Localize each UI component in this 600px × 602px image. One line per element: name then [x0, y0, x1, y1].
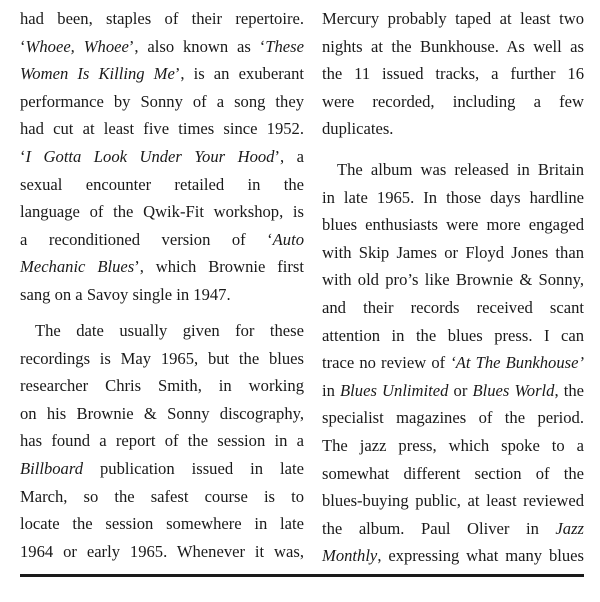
text-line — [322, 461, 584, 487]
text-line — [322, 89, 584, 115]
text-line — [322, 240, 584, 266]
text-line — [322, 212, 584, 238]
text-line — [322, 61, 584, 87]
text-line — [20, 89, 304, 115]
text-segment: blues enthusiasts were more engaged — [322, 215, 584, 235]
text-segment: ‘ — [20, 147, 26, 166]
text-line — [20, 456, 304, 482]
text-line — [20, 346, 304, 372]
italic-text: Monthly — [322, 546, 378, 566]
text-line — [20, 116, 304, 142]
text-line — [20, 318, 304, 344]
text-segment: had been, staples of their repertoire. — [20, 9, 304, 28]
italic-text: Mechanic Blues — [20, 257, 135, 277]
text-segment: the album. Paul Oliver in — [322, 518, 556, 538]
text-segment: with Skip James or Floyd Jones than — [322, 242, 584, 262]
text-segment: sexual encounter retailed in the — [20, 174, 304, 194]
text-segment: Mercury probably taped at least two — [322, 9, 584, 28]
text-segment: The date usually given for these — [35, 321, 304, 340]
text-segment: The album was released in Britain — [337, 160, 584, 179]
text-line — [20, 254, 304, 280]
text-segment: nights at the Bunkhouse. As well as — [322, 36, 584, 56]
text-segment: ’, a — [274, 147, 304, 166]
text-line — [322, 6, 584, 32]
text-segment: or — [448, 380, 473, 400]
text-segment: 1964 or early 1965. Whenever it was, — [20, 541, 304, 561]
text-segment: researcher Chris Smith, in working — [20, 376, 304, 396]
italic-text: These — [265, 36, 304, 56]
text-segment: performance by Sonny of a song they — [20, 91, 304, 111]
text-segment: locate the session somewhere in late — [20, 514, 304, 534]
text-line — [20, 428, 304, 454]
text-segment: ’, is an exuberant — [174, 64, 304, 84]
text-line — [20, 34, 304, 60]
italic-text: Women Is Killing Me — [20, 64, 175, 84]
text-line — [20, 484, 304, 510]
italic-text: Jazz — [555, 518, 584, 538]
italic-text: ‘At The Bunkhouse’ — [450, 353, 584, 373]
text-segment: publication issued in late — [83, 459, 304, 478]
text-segment: on his Brownie & Sonny discography, — [20, 403, 304, 423]
text-line — [20, 227, 304, 253]
text-line — [20, 282, 304, 308]
text-segment: ’, also known as ‘ — [128, 36, 266, 56]
text-line — [322, 185, 584, 211]
text-segment: with old pro’s like Brownie & Sonny, — [322, 270, 584, 290]
text-line — [322, 34, 584, 60]
text-line — [20, 539, 304, 565]
text-segment: and their records received scant — [322, 298, 584, 317]
text-segment: sang on a Savoy single in 1947. — [20, 285, 231, 304]
text-line — [322, 157, 584, 183]
text-line — [20, 6, 304, 32]
text-segment: language of the Qwik-Fit workshop, is — [20, 202, 304, 222]
text-line — [322, 543, 584, 569]
text-line — [20, 511, 304, 537]
italic-text: Auto — [272, 229, 304, 249]
text-line — [20, 373, 304, 399]
text-segment: in — [322, 380, 341, 400]
text-segment: The jazz press, which spoke to a — [322, 436, 584, 455]
text-segment: specialist magazines of the period. — [322, 408, 584, 428]
italic-text: Blues Unlimited — [340, 380, 449, 400]
bottom-rule — [20, 574, 584, 577]
text-segment: ‘ — [20, 36, 26, 56]
italic-text: Blues World — [472, 380, 555, 400]
text-segment: blues-buying public, at least reviewed — [322, 491, 584, 511]
text-segment: , the — [554, 380, 584, 400]
text-segment: had cut at least five times since 1952. — [20, 119, 304, 139]
text-line — [322, 323, 584, 349]
text-segment: ’, which Brownie first — [134, 257, 304, 277]
text-line — [20, 61, 304, 87]
text-line — [322, 116, 584, 142]
text-line — [322, 405, 584, 431]
text-line — [322, 378, 584, 404]
text-line — [20, 199, 304, 225]
text-segment: were recorded, including a few — [322, 91, 584, 111]
text-segment: trace no review of — [322, 353, 451, 373]
text-segment: in late 1965. In those days hardline — [322, 187, 584, 207]
text-line — [322, 295, 584, 321]
italic-text: Whoee, Whoee — [25, 36, 129, 56]
text-segment: March, so the safest course is to — [20, 486, 304, 506]
text-segment: the 11 issued tracks, a further 16 — [322, 64, 584, 84]
italic-text: I Gotta Look Under Your Hood — [25, 147, 275, 166]
text-line — [20, 172, 304, 198]
text-segment: , expressing what many blues — [377, 546, 584, 566]
text-segment: recordings is May 1965, but the blues — [20, 348, 304, 368]
italic-text: Billboard — [20, 459, 83, 478]
text-segment: attention in the blues press. I can — [322, 325, 584, 345]
text-line — [322, 488, 584, 514]
text-segment: duplicates. — [322, 119, 394, 139]
text-line — [322, 267, 584, 293]
text-line — [322, 433, 584, 459]
text-line — [20, 144, 304, 170]
text-line — [322, 350, 584, 376]
text-segment: has found a report of the session in a — [20, 431, 304, 451]
text-segment: somewhat different section of the — [322, 463, 584, 483]
text-segment: a reconditioned version of ‘ — [20, 229, 273, 249]
text-line — [20, 401, 304, 427]
text-line — [322, 516, 584, 542]
